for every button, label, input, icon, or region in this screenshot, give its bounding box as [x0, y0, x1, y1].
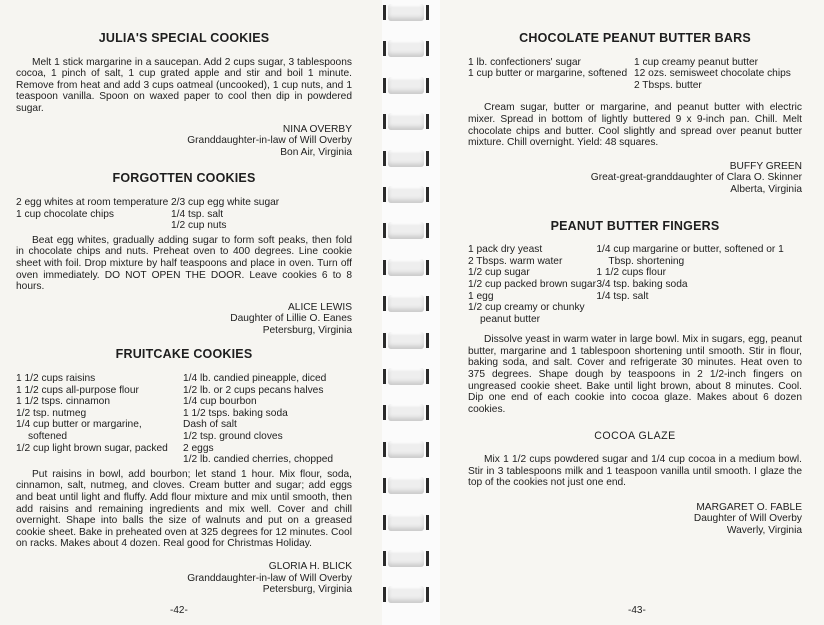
- ingredients: [468, 57, 802, 92]
- ingredient: 1/4 cup bourbon: [183, 396, 257, 408]
- credit-location: Petersburg, Virginia: [262, 324, 352, 336]
- ingredients-col-right: [634, 57, 791, 92]
- ingredient: 1/2 tsp. ground cloves: [183, 431, 283, 443]
- ingredient: 1 cup creamy peanut butter: [634, 56, 759, 68]
- left-page-content: [16, 33, 352, 596]
- credit-name: MARGARET O. FABLE: [696, 501, 802, 513]
- binding-coil: [383, 150, 429, 167]
- binding-coil: [383, 586, 429, 603]
- ingredient: Dash of salt: [183, 419, 237, 431]
- credit-location: Bon Air, Virginia: [280, 146, 352, 158]
- ingredient: 1/4 cup butter or margarine, softened: [16, 419, 142, 443]
- binding-coil: [383, 332, 429, 349]
- ingredient: 1 cup chocolate chips: [16, 208, 114, 220]
- binding-coil: [383, 368, 429, 385]
- recipe-chocolate-peanut-butter-bars: [468, 33, 802, 196]
- credit-relation: Daughter of Lillie O. Eanes: [230, 313, 352, 325]
- binding-coil: [383, 295, 429, 312]
- recipe-julias-special-cookies: [16, 33, 352, 158]
- ingredient: 1 1/2 cups raisins: [16, 373, 96, 385]
- ingredients-col-left: [468, 57, 634, 92]
- ingredient: 1/4 tsp. salt: [596, 290, 649, 302]
- recipe-directions: Cream sugar, butter or margarine, and peanut butter with electric mixer. Spread in bottom of lightly buttered 9 x 9-inch pan. Chill. Melt chocolate chips and butter. Cool slightly and spread over peanut butter mixture. Chill overnight. Yield: 48 squares.: [468, 102, 802, 149]
- binding-coil: [383, 441, 429, 458]
- recipe-peanut-butter-fingers: [468, 218, 802, 416]
- ingredient: 1/2 lb. candied cherries, chopped: [183, 454, 334, 466]
- binding-coil: [383, 550, 429, 567]
- recipe-title: PEANUT BUTTER FINGERS: [550, 218, 720, 233]
- ingredients-col-right: [171, 197, 279, 232]
- ingredient: 1 1/2 tsps. baking soda: [183, 407, 288, 419]
- ingredient: 1/2 cup sugar: [468, 267, 530, 279]
- credit-relation: Granddaughter-in-law of Will Overby: [187, 572, 352, 584]
- recipe-title: COCOA GLAZE: [594, 430, 676, 443]
- binding-coil: [383, 404, 429, 421]
- page-number-right: -43-: [628, 605, 646, 616]
- ingredient: 1 cup butter or margarine, softened: [468, 68, 628, 80]
- ingredient: 1 egg: [468, 290, 494, 302]
- binding-coil: [383, 4, 429, 21]
- ingredient: 1 lb. confectioners' sugar: [468, 56, 581, 68]
- credit-location: Petersburg, Virginia: [262, 584, 352, 596]
- ingredient: 1 1/2 cups flour: [596, 267, 666, 279]
- ingredient: 2 egg whites at room temperature: [16, 196, 169, 208]
- ingredient: 1/2 tsp. nutmeg: [16, 407, 87, 419]
- ingredient: 2 Tbsps. warm water: [468, 255, 563, 267]
- ingredient: 12 ozs. semisweet chocolate chips: [634, 68, 791, 80]
- recipe-forgotten-cookies: [16, 173, 352, 336]
- credit-name: GLORIA H. BLICK: [268, 560, 352, 572]
- credit-name: ALICE LEWIS: [288, 301, 352, 313]
- recipe-cocoa-glaze: [468, 431, 802, 536]
- binding-coil: [383, 77, 429, 94]
- recipe-credit: [16, 561, 352, 596]
- recipe-directions: Dissolve yeast in warm water in large bowl. Mix in sugars, egg, peanut butter, margarine and 1 tablespoon shortening until smooth. Stir in flour, baking soda, and salt. Cover and refrigerate 30 minutes. Heat oven to 375 degrees. Shape dough by teaspoons in 2 1/2-inch fingers on ungreased cookie sheet. Bake until light brown, about 8 minutes. Cool. Dip one end of each cookie into cocoa glaze. Makes about 6 dozen cookies.: [468, 334, 802, 415]
- ingredients-col-right: [596, 244, 802, 325]
- binding-coil: [383, 222, 429, 239]
- credit-location: Waverly, Virginia: [726, 525, 802, 536]
- recipe-credit: [16, 124, 352, 159]
- ingredient: 1/4 lb. candied pineapple, diced: [183, 373, 327, 385]
- ingredients-col-left: [16, 197, 171, 232]
- ingredient: 1 1/2 tsps. cinnamon: [16, 396, 111, 408]
- binding-coil: [383, 186, 429, 203]
- credit-relation: Great-great-granddaughter of Clara O. Skinner: [590, 172, 802, 184]
- right-page-content: [468, 33, 802, 537]
- binding-coil: [383, 514, 429, 531]
- recipe-title: FRUITCAKE COOKIES: [115, 347, 253, 362]
- ingredients-col-right: [183, 373, 333, 466]
- ingredient: 2/3 cup egg white sugar: [171, 196, 280, 208]
- credit-location: Alberta, Virginia: [730, 183, 802, 195]
- ingredients: [16, 373, 352, 466]
- recipe-credit: [468, 161, 802, 196]
- binding-coil: [383, 477, 429, 494]
- ingredient: 1/4 tsp. salt: [171, 208, 224, 220]
- recipe-title: JULIA'S SPECIAL COOKIES: [98, 31, 270, 45]
- recipe-title: FORGOTTEN COOKIES: [112, 171, 256, 186]
- credit-name: NINA OVERBY: [282, 123, 352, 135]
- page-number-left: -42-: [170, 605, 188, 616]
- credit-name: BUFFY GREEN: [729, 160, 802, 172]
- recipe-directions: Put raisins in bowl, add bourbon; let stand 1 hour. Mix flour, soda, cinnamon, salt, nutmeg, and cloves. Cream butter and sugar; add eggs and beat until light and fluffy. Add flour mixture and mix until smooth, then add raisins and remaining ingredients and mix well. Cover and chill overnight. Shape into balls the size of walnuts and put on a greased cookie sheet. Bake in preheated oven at 325 degrees for 12 minutes. Cool on racks. Makes about 4 dozen. Real good for Christmas Holiday.: [16, 468, 352, 550]
- ingredient: 2 eggs: [183, 442, 214, 454]
- ingredient: 1/2 lb. or 2 cups pecans halves: [183, 384, 324, 396]
- binding-coil: [383, 113, 429, 130]
- ingredient: 1/2 cup nuts: [171, 220, 227, 232]
- credit-relation: Granddaughter-in-law of Will Overby: [187, 135, 352, 147]
- binding-coil: [383, 40, 429, 57]
- recipe-credit: [16, 302, 352, 337]
- ingredient: 1/4 cup margarine or butter, softened or 1 Tbsp. shortening: [596, 244, 784, 267]
- recipe-fruitcake-cookies: [16, 349, 352, 595]
- ingredients-col-left: [468, 244, 596, 325]
- ingredients: [16, 197, 352, 232]
- recipe-directions: Mix 1 1/2 cups powdered sugar and 1/4 cup cocoa in a medium bowl. Stir in 3 tablespoons milk and 1 teaspoon vanilla until smooth. I glaze the top of the cookies not just one end.: [468, 454, 802, 489]
- ingredient: 1 1/2 cups all-purpose flour: [16, 384, 139, 396]
- ingredients-col-left: [16, 373, 183, 466]
- ingredients: [468, 244, 802, 325]
- recipe-directions: Beat egg whites, gradually adding sugar to form soft peaks, then fold in chocolate chips and nuts. Preheat oven to 400 degrees. Line cookie sheet with foil. Drop mixture by half teaspoons and place in oven. Turn off oven immediately. DO NOT OPEN THE DOOR. Leave cookies 6 to 8 hours.: [16, 234, 352, 293]
- ingredient: 2 Tbsps. butter: [634, 79, 702, 91]
- recipe-directions: Melt 1 stick margarine in a saucepan. Add 2 cups sugar, 3 tablespoons cocoa, 1 pinch of salt, 1 cup grated apple and stir and boil 1 minute. Remove from heat and add 3 cups oatmeal (uncooked), 1 cup nuts, and 1 teaspoon vanilla. Spoon on waxed paper to cool then dip in powdered sugar.: [16, 56, 352, 114]
- ingredient: 1 pack dry yeast: [468, 244, 543, 256]
- binding-coil: [383, 259, 429, 276]
- credit-relation: Daughter of Will Overby: [693, 513, 802, 525]
- ingredient: 1/2 cup packed brown sugar: [468, 278, 596, 290]
- ingredient: 1/2 cup light brown sugar, packed: [16, 442, 168, 454]
- ingredient: 1/2 cup creamy or chunky peanut butter: [468, 302, 585, 325]
- ingredient: 3/4 tsp. baking soda: [596, 278, 688, 290]
- recipe-title: CHOCOLATE PEANUT BUTTER BARS: [519, 31, 751, 45]
- recipe-credit: [468, 502, 802, 537]
